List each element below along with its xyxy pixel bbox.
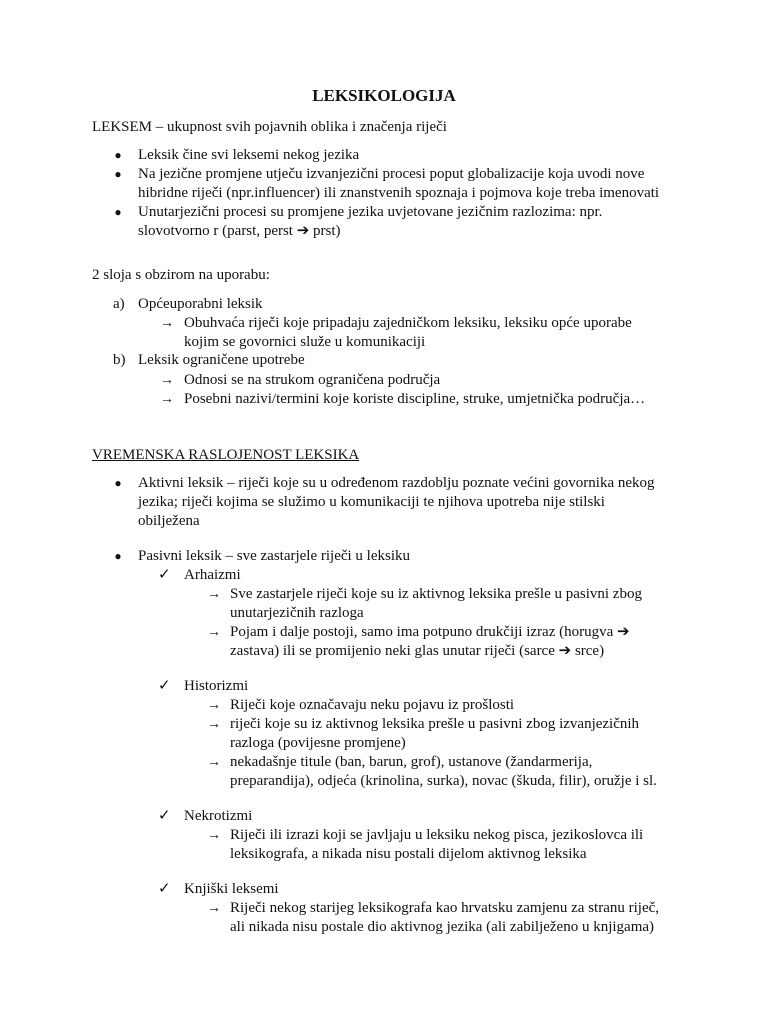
layer-a-desc-continuation: kojim se govornici služe u komunikaciji [184,334,426,350]
document-title: LEKSIKOLOGIJA [312,86,456,105]
historisms-label: Historizmi [184,678,249,694]
historisms-desc: nekadašnje titule (ban, barun, grof), ustanove (žandarmerija, [230,754,593,770]
bullet-text-continuation: slovotvorno r (parst, perst ➔ prst) [138,223,341,239]
layers-intro: 2 sloja s obzirom na uporabu: [92,267,270,283]
historisms-desc: Riječi koje označavaju neku pojavu iz prošlosti [230,697,515,713]
arrow-icon: → [160,316,174,331]
checkmark-icon: ✓ [158,567,171,583]
archaisms-desc: Sve zastarjele riječi koje su iz aktivnog leksika prešle u pasivni zbog [230,586,642,602]
active-lexicon-text-continuation: jezika; riječi kojima se služimo u komunikaciji te njihova upotreba nije stilski [138,494,605,510]
arrow-icon: → [207,901,221,916]
bookish-lexemes-label: Knjiški leksemi [184,881,279,897]
arrow-icon: → [207,587,221,602]
archaisms-desc: Pojam i dalje postoji, samo ima potpuno drukčiji izraz (horugva ➔ [230,624,630,640]
section-heading: VREMENSKA RASLOJENOST LEKSIKA [92,447,360,463]
bullet-icon: ● [114,205,122,219]
arrow-icon: → [207,828,221,843]
passive-lexicon-text: Pasivni leksik – sve zastarjele riječi u leksiku [138,548,411,564]
active-lexicon-text: Aktivni leksik – riječi koje su u određenom razdoblju poznate većini govornika nekog [138,475,655,491]
layer-b-label: Leksik ograničene upotrebe [138,352,305,368]
active-lexicon-text-continuation: obilježena [138,513,200,529]
bullet-text-continuation: hibridne riječi (npr.influencer) ili znanstvenih spoznaja i pojmova koje treba imenovati [138,185,660,201]
lexeme-definition: LEKSEM – ukupnost svih pojavnih oblika i značenja riječi [92,119,447,135]
necrotisms-desc: Riječi ili izrazi koji se javljaju u leksiku nekog pisca, jezikoslovca ili [230,827,644,843]
arrow-icon: → [207,625,221,640]
checkmark-icon: ✓ [158,808,171,824]
bookish-lexemes-desc: Riječi nekog starijeg leksikografa kao hrvatsku zamjenu za stranu riječ, [230,900,660,916]
archaisms-desc-continuation: zastava) ili se promijenio neki glas unutar riječi (sarce ➔ srce) [230,643,605,659]
list-marker-b: b) [113,352,126,368]
checkmark-icon: ✓ [158,678,171,694]
archaisms-label: Arhaizmi [184,567,241,583]
necrotisms-desc-continuation: leksikografa, a nikada nisu postali dijelom aktivnog leksika [230,846,587,862]
arrow-icon: → [160,373,174,388]
arrow-icon: → [207,755,221,770]
layer-a-label: Općeuporabni leksik [138,296,263,312]
archaisms-desc-continuation: unutarjezičnih razloga [230,605,364,621]
bullet-icon: ● [114,148,122,162]
layer-b-desc: Odnosi se na strukom ograničena područja [184,372,441,388]
layer-b-desc: Posebni nazivi/termini koje koriste discipline, struke, umjetnička područja… [184,391,646,407]
bullet-icon: ● [114,476,122,490]
necrotisms-label: Nekrotizmi [184,808,253,824]
bullet-text: Unutarjezični procesi su promjene jezika uvjetovane jezičnim razlozima: npr. [138,204,603,220]
arrow-icon: → [207,698,221,713]
historisms-desc: riječi koje su iz aktivnog leksika prešle u pasivni zbog izvanjezičnih [230,716,640,732]
bullet-icon: ● [114,167,122,181]
historisms-desc-continuation: preparandija), odjeća (krinolina, surka), novac (škuda, filir), oružje i sl. [230,773,657,789]
list-marker-a: a) [113,296,125,312]
layer-a-desc: Obuhvaća riječi koje pripadaju zajedničkom leksiku, leksiku opće uporabe [184,315,632,331]
arrow-icon: → [160,392,174,407]
historisms-desc-continuation: razloga (povijesne promjene) [230,735,406,751]
checkmark-icon: ✓ [158,881,171,897]
bookish-lexemes-desc-continuation: ali nikada nisu postale dio aktivnog jezika (ali zabilježeno u knjigama) [230,919,655,935]
bullet-icon: ● [114,549,122,563]
bullet-text: Leksik čine svi leksemi nekog jezika [138,147,360,163]
bullet-text: Na jezične promjene utječu izvanjezični procesi poput globalizacije koja uvodi nove [138,166,645,182]
arrow-icon: → [207,717,221,732]
